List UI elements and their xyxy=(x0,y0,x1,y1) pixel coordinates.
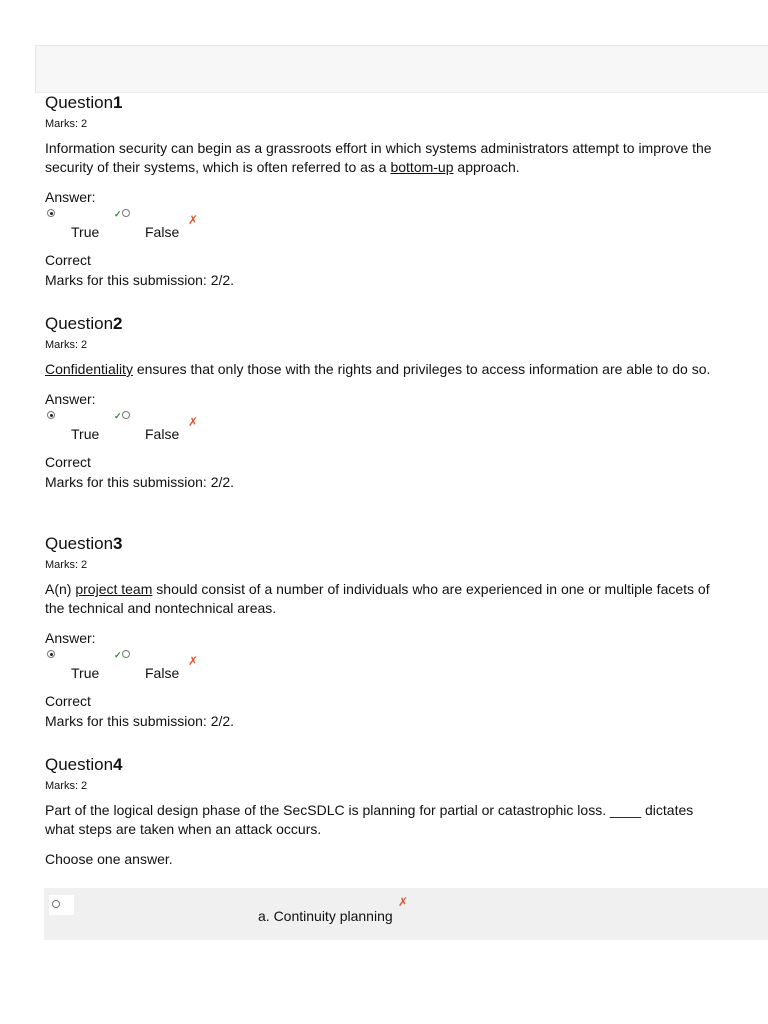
question-3 xyxy=(45,534,725,731)
radio-false[interactable] xyxy=(122,650,130,658)
choice-a-label: a. Continuity planning xyxy=(258,908,393,924)
radio-choice-a[interactable] xyxy=(52,900,60,908)
answer-label: Answer: xyxy=(45,391,96,407)
result-status: Correct xyxy=(45,252,91,268)
question-title: Question3 xyxy=(45,534,123,553)
cross-mark-icon: ✗ xyxy=(188,654,199,668)
check-mark-icon: ✓ xyxy=(114,209,122,219)
answer-label: Answer: xyxy=(45,189,96,205)
quiz-header-bar xyxy=(35,45,768,93)
cross-mark-icon: ✗ xyxy=(188,213,199,227)
option-true-label: True xyxy=(71,426,100,442)
question-marks: Marks: 2 xyxy=(45,339,88,351)
question-text: A(n) project team should consist of a number of individuals who are experienced in one or multiple facets of the technical and nontechnical areas. xyxy=(45,581,710,616)
question-marks: Marks: 2 xyxy=(45,780,88,792)
result-status: Correct xyxy=(45,693,91,709)
true-false-options xyxy=(45,206,725,250)
choose-one-label: Choose one answer. xyxy=(45,851,173,867)
marks-submission: Marks for this submission: 2/2. xyxy=(45,272,235,288)
answer-choice-a[interactable] xyxy=(44,888,768,940)
option-false-label: False xyxy=(145,426,180,442)
question-4 xyxy=(45,755,725,868)
question-2 xyxy=(45,314,725,492)
marks-submission: Marks for this submission: 2/2. xyxy=(45,474,235,490)
question-text: Part of the logical design phase of the SecSDLC is planning for partial or catastrophic loss. ____ dictates what steps are taken when an attack occurs. xyxy=(45,802,694,837)
radio-false[interactable] xyxy=(122,411,130,419)
result-status: Correct xyxy=(45,454,91,470)
check-mark-icon: ✓ xyxy=(114,650,122,660)
question-title: Question4 xyxy=(45,755,123,774)
question-marks: Marks: 2 xyxy=(45,559,88,571)
radio-false[interactable] xyxy=(122,209,130,217)
cross-mark-icon: ✗ xyxy=(188,415,199,429)
question-marks: Marks: 2 xyxy=(45,118,88,130)
check-mark-icon: ✓ xyxy=(114,411,122,421)
answer-label: Answer: xyxy=(45,630,96,646)
option-false-label: False xyxy=(145,665,180,681)
true-false-options xyxy=(45,647,725,691)
choice-radio-wrap xyxy=(49,895,74,915)
question-title: Question1 xyxy=(45,93,123,112)
true-false-options xyxy=(45,408,725,452)
question-text: Confidentiality ensures that only those with the rights and privileges to access information are able to do so. xyxy=(45,361,711,377)
question-1 xyxy=(45,93,725,290)
cross-mark-icon: ✗ xyxy=(398,895,409,909)
radio-true[interactable] xyxy=(47,209,55,217)
option-true-label: True xyxy=(71,665,100,681)
radio-true[interactable] xyxy=(47,650,55,658)
question-title: Question2 xyxy=(45,314,123,333)
marks-submission: Marks for this submission: 2/2. xyxy=(45,713,235,729)
radio-true[interactable] xyxy=(47,411,55,419)
question-text: Information security can begin as a grassroots effort in which systems administrators attempt to improve the security of their systems, which is often referred to as a bottom-up approach. xyxy=(45,140,712,175)
option-true-label: True xyxy=(71,224,100,240)
option-false-label: False xyxy=(145,224,180,240)
